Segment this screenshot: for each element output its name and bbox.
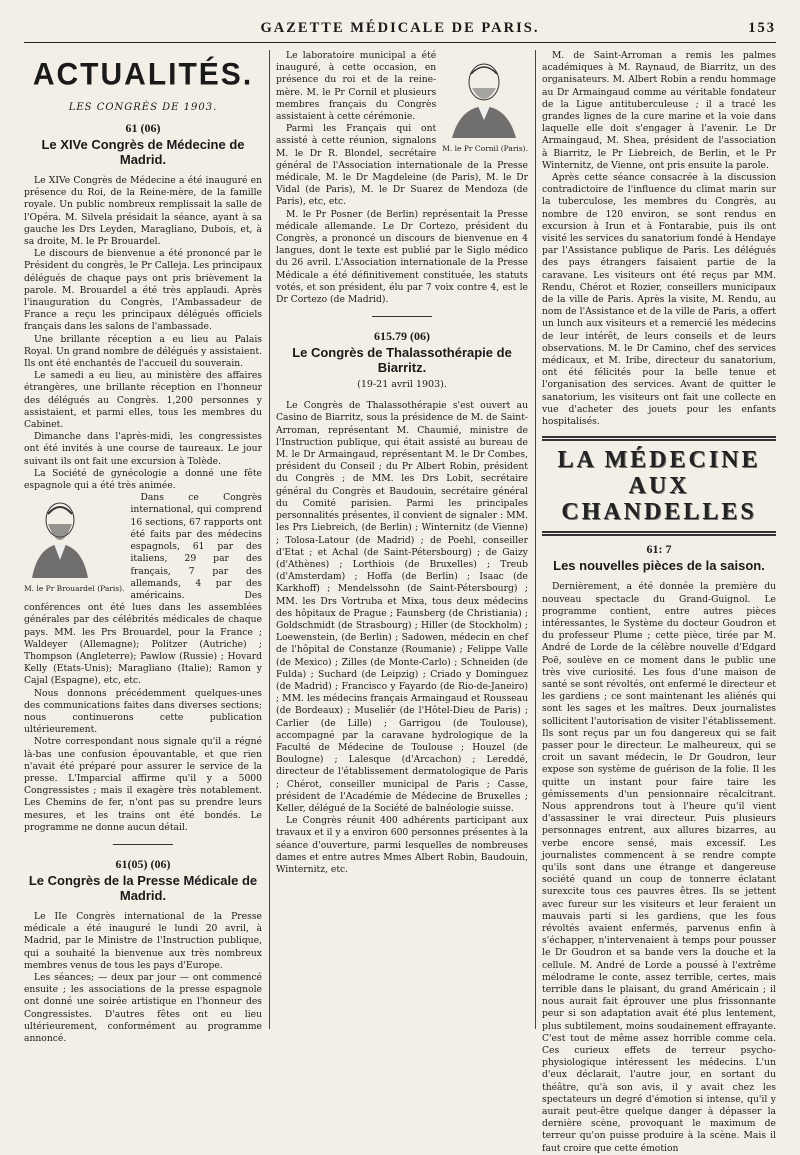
section-title: Le XIVe Congrès de Médecine de Madrid. (41, 137, 245, 167)
masthead: ACTUALITÉS. (32, 57, 254, 92)
column-3 (542, 50, 776, 1154)
column-divider (535, 50, 536, 1029)
section-divider (372, 316, 432, 317)
paragraph: Notre correspondant nous signale qu'il a régné là-bas une confusion épouvantable, et que rien n'avait été préparé pour assurer le service de la presse. L'Imparcial affirme qu'il y a 5000 Congressistes ; mais il exagère très notablement. Les Chemins de fer, n'ont pas su prendre leurs mesures, et les trains ont été bondés. Le programme ne donne aucun détail. (24, 736, 262, 833)
portrait-engraving-icon (442, 52, 526, 138)
portrait-caption: M. le Pr Cornil (Paris). (442, 144, 528, 153)
paragraph: Le XIVe Congrès de Médecine a été inauguré en présence du Roi, de la Reine-mère, de la famille royale. Un public nombreux remplissait la salle de l'Opéra. M. Silvela présidait la séance, ayant à sa gauche les Drs Leyden, Maragliano, Dubois, et, à sa droite, M. le Pr Brouardel. (24, 175, 262, 248)
paragraph: Le IIe Congrès international de la Presse médicale a été inauguré le lundi 20 avril, à Madrid, par le Ministre de l'Instruction publique, qui a souhaité la bienvenue aux très nombreux membres venus de tous les pays d'Europe. (24, 910, 262, 971)
paragraph: Dernièrement, a été donnée la première du nouveau spectacle du Grand-Guignol. Le programme contient, entre autres pièces intéressantes, le Système du docteur Goudron et du professeur Plume ; cette pièce, tirée par M. André de Lorde de la célèbre nouvelle d'Edgard Poë, soulève en ce moment dans le public une très vive curiosité. Les fous d'une maison de santé se sont révoltés, ont enfermé le directeur et les gardiens ; ce sont maintenant les aliénés qui sont les sages et les maîtres. Deux journalistes sollicitent l'autorisation de visiter l'établissement. Ils sont reçus par un fou dangereux qui se fait passer pour le directeur. Le malheureux, qui se croit un savant médecin, le Dr Goudron, leur expose son système de guérison de la folie. Il les quitte un instant pour faire taire les gémissements d'un pensionnaire récalcitrant. Nous apprendrons tout à l'heure qu'il vient d'assassiner le vrai directeur. Puis plusieurs personnages entrent, aux allures bizarres, au verbe encore sensé, mais excessif. Les journalistes commencent à se rendre compte qu'ils sont dans une étrange et dangereuse société quand un coup de tonnerre éclatant surexcite tous ces pauvres êtres. Ils se jettent avec fureur sur les visiteurs et leur feraient un mauvais parti si les gardiens, que les fous révoltés avaient enfermés, parvenus enfin à s'échapper, n'intervenaient à temps pour pousser le Dr Goudron et sa bande vers la douche et la cellule. M. André de Lorde a poussé à l'extrême mélodrame le conte, assez terrible, certes, mais terrible dans le plaisant, du grand Américain ; il nous aurait fait éprouver une plus frissonnante peur si son adaptation avait été plus lentement, plus subtilement, moins soudainement effrayante. C'est tout de même assez horrible comme cela. Ces curieux effets de terreur psycho-physiologique intéressent les médecins. L'un d'eux déclarait, l'autre jour, en sortant du théâtre, qu'à son avis, il y avait chez les spectateurs un degré d'émotion si intense, qu'il y aurait peut-être quelque danger à dépasser la dernière scène, provoquant le maximum de terreur qu'on puisse produire à la scène. Mais il faut croire que cette émotion (542, 581, 776, 1154)
columns (24, 50, 776, 1154)
section-date: (19-21 avril 1903). (357, 379, 447, 391)
section-title: Le Congrès de la Presse Médicale de Madrid. (28, 872, 258, 903)
paragraph: M. le Pr Posner (de Berlin) représentait la Presse médicale allemande. Le Dr Cortezo, président du Congrès, a prononcé un discours de bienvenue en 4 langues, dont le texte est publié par le Siglo médico du 26 avril. L'Association internationale de la Presse Médicale a été définitivement constituée, les statuts votés, et son président, élu par 7 voix contre 4, est le Dr Cortezo (de Madrid). (276, 208, 528, 306)
page-number: 153 (748, 20, 776, 36)
column-2 (276, 50, 528, 1029)
column-divider (269, 50, 270, 1029)
paragraph: Le samedi a eu lieu, au ministère des affaires étrangères, une brillante réception en l'honneur des délégués au Congrès. 1,200 personnes y assistaient, et parmi elles, tous les membres du Cabinet. (24, 370, 262, 431)
banner (542, 436, 776, 536)
banner-line-1: LA MÉDECINE (557, 447, 761, 474)
paragraph: Le Congrès de Thalassothérapie s'est ouvert au Casino de Biarritz, sous la présidence de M. de Saint-Arroman, représentant M. Chaumié, ministre de l'Instruction publique, qui était assisté au bureau de M. le Dr Armaingaud, représentant M. le Dr Combes, président du Conseil ; du Pr Albert Robin, président du Congrès ; de MM. les Drs Lobit, secrétaire général du Congrès et Baudouin, secrétaire général du Comité parisien. Parmi les principales personnalités présentes, il convient de signaler : MM. les Prs Liebreich, (de Berlin) ; Winternitz (de Vienne) ; Tolosa-Latour (de Madrid) ; de Poehl, conseiller d'Etat ; et Achal (de Saint-Pétersbourg) ; de Gaizy (d'Athènes) ; Lorthiois (de Bruxelles) ; Treub (d'Amsterdam) ; Hoffa (de Berlin) ; Isaac (de Karkhoff) ; Mendelssohn (de Saint-Pétersbourg) ; MM. les Drs Vortruba et Mixa, tous deux médecins des hôpitaux de Prague ; Faunsberg (de Christiania) ; Goldschmidt (de Strasbourg) ; Hiller (de Stockholm) ; Loewenstein, (de Berlin) ; Sadowen, médecin en chef de l'hôpital de Constanze (Roumanie) ; Felippe Valle (de Mexico) ; Zilles (de Monte-Carlo) ; Schneiden (de Fulda) ; Suchard (de Leipzig) ; Criado y Dominguez (de Madrid) ; Francisco y Fayardo (de Rio-de-Janeiro) ; MM. les médecins français Armaingaud et Rousseau (de Bordeaux) ; Museliér (de l'Hôtel-Dieu de Paris) ; Carlier (de Lille) ; Garrigou (de Toulouse), accompagné par la caravane hydrologique de la Faculté de Médecine de Toulouse ; Houzel (de Boulogne) ; Lalesque (d'Arcachon) ; Lereddé, directeur de l'établissement dermatologique de Paris ; Chérot, conseiller municipal de Paris ; Casse, président de l'Académie de Médecine de Bruxelles ; Keller, délégué de la Société de balnéologie suisse. (276, 400, 528, 814)
section-number: 61(05) (06) (115, 856, 171, 871)
paragraph: Dans ce Congrès international, qui comprend 16 sections, 67 rapports ont été faits par des médecins espagnols, 61 par des italiens, 29 par des français, 7 par des allemands, 4 par des américains. Des conférences ont été lues dans les assemblées générales par des célébrités médicales de chaque pays. MM. les Prs Brouardel, pour la France ; Waldeyer (Allemagne); Politzer (Autriche) ; Thompson (Angleterre); Pawlow (Russie) ; Hovard Kelly (Etats-Unis); Maragliano (Italie); Ramon y Cajal (Espagne), etc, etc. (24, 492, 262, 687)
paragraph: Dimanche dans l'après-midi, les congressistes ont été invités à une course de taureaux. Le jour suivant ils ont fait une excursion à Tolède. (24, 431, 262, 467)
section-divider (113, 844, 173, 845)
section-number: 61 (06) (125, 121, 161, 135)
paragraph: Le laboratoire municipal a été inauguré, à cette occasion, en présence du roi et de la reine-mère. M. le Pr Cornil et plusieurs membres français du Congrès assistaient à cette cérémonie. (276, 50, 437, 123)
subheading: LES CONGRÈS DE 1903. (68, 102, 218, 113)
paragraph: Nous donnons précédemment quelques-unes des communications faites dans diverses sections; nous continuerons cette publication ultérieurement. (24, 687, 262, 736)
paragraph: Une brillante réception a eu lieu au Palais Royal. Un grand nombre de délégués y assistaient. Ils ont été enchantés de l'accueil du souverain. (24, 333, 262, 370)
running-head (24, 16, 776, 43)
paragraph: Après cette séance consacrée à la discussion contradictoire de l'influence du climat marin sur la tuberculose, les membres du Congrès, au nombre de 120 environ, se sont rendus en excursion à Irun et à Fontarabie, puis ils ont visité les services du sanatorium fondé à Hendaye par l'Assistance publique de Paris. Les délégués des pays étrangers faisaient partie de la caravane. Les visiteurs ont été reçus par MM. Rendu, Chérot et Rozier, conseillers municipaux de la ville de Paris. Après la visite, M. Rendu, au nom de l'Assistance et de la ville de Paris, a offert un lunch aux visiteurs et a remercié les médecins de leur intérêt, de leurs conseils et de leurs observations. M. le Dr Camino, chef des services médicaux, et M. Iribe, directeur du sanatorium, ont été félicités pour la belle tenue et l'organisation des services. Avant de quitter le sanatorium, les visiteurs ont fait une collecte en vue d'acheter des jouets pour les enfants hospitalisés. (542, 172, 776, 428)
portrait-engraving-icon (24, 494, 96, 578)
portrait-caption: M. le Pr Brouardel (Paris). (24, 584, 125, 594)
section-number: 615.79 (06) (374, 329, 430, 344)
section-title: Les nouvelles pièces de la saison. (553, 558, 765, 574)
column-1 (24, 50, 262, 1044)
section-number: 61: 7 (646, 542, 672, 557)
paragraph: M. de Saint-Arroman a remis les palmes académiques à M. Raynaud, de Biarritz, un des organisateurs. M. Albert Robin a rendu hommage au Dr Armaingaud comme au véritable fondateur de la Ligue antituberculeuse ; il a tracé les grandes lignes de la cure marine et la voie dans laquelle elle doit s'engager à l'avenir. Le Dr Armaingaud, M. Shea, président de l'association à Biarritz, le Pr Liebreich, de Berlin, et le Pr Winternitz, de Vienne, ont pris ensuite la parole. (542, 50, 776, 171)
banner-line-2: AUX CHANDELLES (561, 473, 757, 526)
paragraph: Parmi les Français qui ont assisté à cette réunion, signalons M. le Dr R. Blondel, secrétaire général de l'Association internationale de la Presse médicale, M. le Dr Magdeleine (de Paris), M. le Dr Vidal (de Paris), M. le Dr Suarez de Mendoza (de Paris), etc, etc. (276, 123, 528, 208)
paragraph: Le Congrès réunit 400 adhérents participant aux travaux et il y a environ 600 personnes présentes à la séance d'ouverture, parmi lesquelles de nombreuses dames et entre autres Mmes Albert Robin, Baudouin, Winternitz, etc. (276, 815, 528, 875)
portrait-brouardel (24, 494, 124, 593)
section-title: Le Congrès de Thalassothérapie de Biarritz. (292, 345, 512, 376)
paragraph: La Société de gynécologie a donné une fête espagnole qui a été très animée. (24, 467, 262, 492)
paragraph: Les séances; — deux par jour — ont commencé ensuite ; les associations de la presse espagnole ont donné une soirée artistique en l'honneur des Congressistes. D'autres fêtes ont eu lieu ultérieurement, conformément au programme annoncé. (24, 971, 262, 1044)
paragraph: Le discours de bienvenue a été prononcé par le Président du congrès, le Pr Calleja. Les principaux délégués de chaque pays ont pris brièvement la parole. M. Brouardel a été très applaudi. Après l'inauguration du Congrès, l'Ambassadeur de France a reçu les principaux délégués officiels français dans les salons de l'ambassade. (24, 248, 262, 333)
portrait-cornil (442, 52, 528, 153)
journal-title: GAZETTE MÉDICALE DE PARIS. (260, 20, 540, 36)
